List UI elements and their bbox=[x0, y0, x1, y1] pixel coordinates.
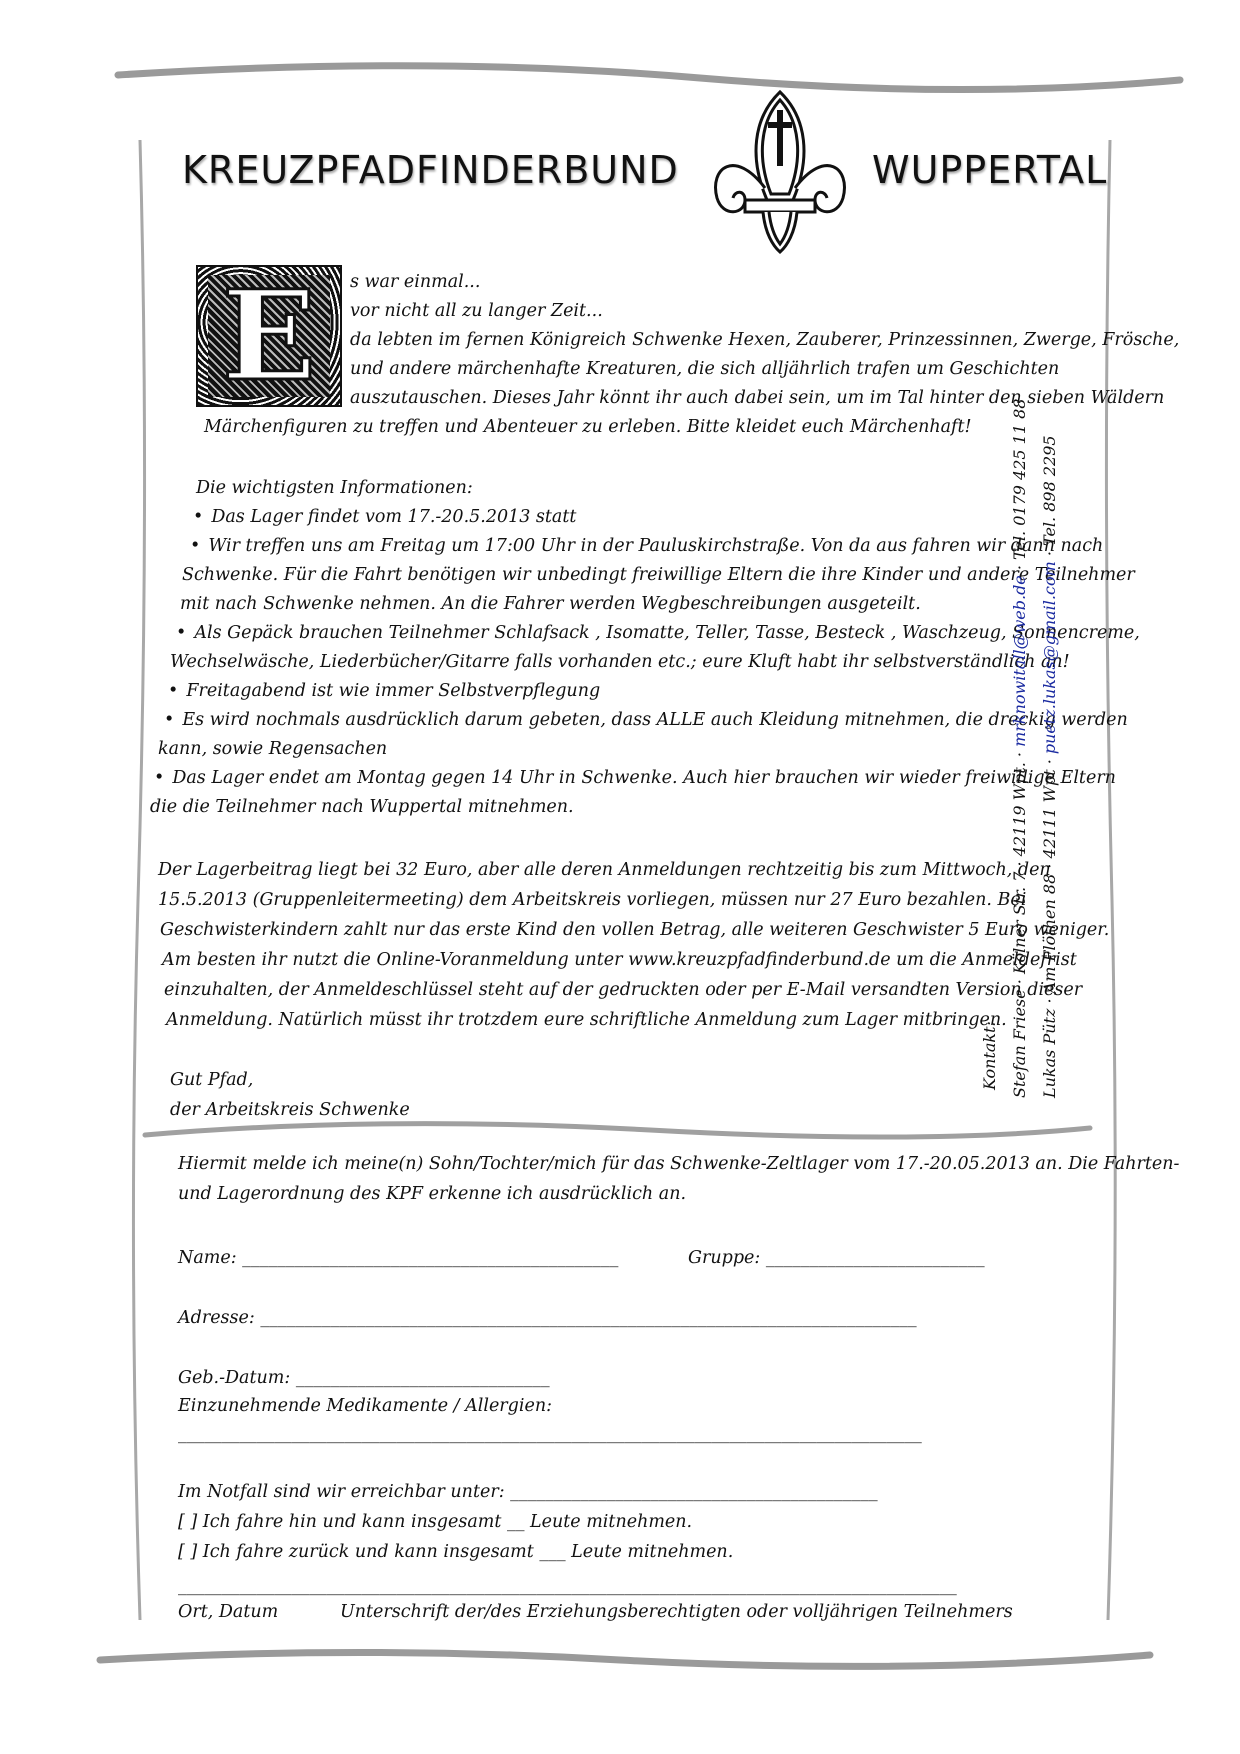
form-medication-field[interactable]: _____________________________________________________________________________________ bbox=[178, 1424, 922, 1444]
form-medication-label: Einzunehmende Medikamente / Allergien: bbox=[178, 1396, 552, 1416]
form-address-field[interactable]: Adresse: ___________________________________________________________________________ bbox=[178, 1308, 917, 1328]
intro-line: s war einmal... bbox=[350, 272, 481, 292]
contact-lukas-address: Lukas Pütz · Am Flöthen 88 · 42111 Wpt · bbox=[1040, 759, 1059, 1098]
intro-line: auszutauschen. Dieses Jahr könnt ihr auch dabei sein, um im Tal hinter den sieben Wäldern bbox=[350, 388, 1165, 408]
info-line: die die Teilnehmer nach Wuppertal mitnehmen. bbox=[150, 797, 574, 817]
info-line: mit nach Schwenke nehmen. An die Fahrer werden Wegbeschreibungen ausgeteilt. bbox=[180, 594, 921, 614]
header-title-right: WUPPERTAL bbox=[872, 148, 1108, 192]
info-bullet: • Als Gepäck brauchen Teilnehmer Schlafsack , Isomatte, Teller, Tasse, Besteck , Waschzeug, Sonnencreme, bbox=[176, 623, 1140, 643]
form-signature-label: Unterschrift der/des Erziehungsberechtigten oder volljährigen Teilnehmers bbox=[340, 1602, 1013, 1622]
fee-line: einzuhalten, der Anmeldeschlüssel steht auf der gedruckten oder per E-Mail versandten Version dieser bbox=[164, 980, 1083, 1000]
form-birthdate-field[interactable]: Geb.-Datum: _____________________________ bbox=[178, 1368, 550, 1388]
info-line: Wechselwäsche, Liederbücher/Gitarre falls vorhanden etc.; eure Kluft habt ihr selbstverständlich an! bbox=[170, 652, 1070, 672]
drop-cap-ornament bbox=[196, 265, 342, 407]
contact-lukas-phone: · Tel. 898 2295 bbox=[1040, 435, 1059, 557]
form-declaration-line: Hiermit melde ich meine(n) Sohn/Tochter/mich für das Schwenke-Zeltlager vom 17.-20.05.2013 an. Die Fahrten- bbox=[178, 1154, 1180, 1174]
fee-line: Geschwisterkindern zahlt nur das erste Kind den vollen Betrag, alle weiteren Geschwister 5 Euro weniger. bbox=[160, 920, 1110, 940]
header-title-left: KREUZPFADFINDERBUND bbox=[182, 148, 679, 192]
form-group-field[interactable]: Gruppe: _________________________ bbox=[688, 1248, 985, 1268]
form-emergency-field[interactable]: Im Notfall sind wir erreichbar unter: __________________________________________ bbox=[178, 1482, 878, 1502]
closing-signature: der Arbeitskreis Schwenke bbox=[170, 1100, 410, 1120]
info-bullet: • Freitagabend ist wie immer Selbstverpflegung bbox=[168, 681, 600, 701]
form-place-date-label: Ort, Datum bbox=[178, 1602, 279, 1622]
contact-line-lukas bbox=[1040, 435, 1059, 1098]
fee-line: 15.5.2013 (Gruppenleitermeeting) dem Arbeitskreis vorliegen, müssen nur 27 Euro bezahlen. Bei bbox=[158, 890, 1027, 910]
closing-greeting: Gut Pfad, bbox=[170, 1070, 254, 1090]
intro-line: Märchenfiguren zu treffen und Abenteuer zu erleben. Bitte kleidet euch Märchenhaft! bbox=[204, 417, 972, 437]
contact-lukas-email[interactable]: puetz.lukas@gmail.com bbox=[1040, 561, 1059, 755]
intro-line: und andere märchenhafte Kreaturen, die sich alljährlich trafen um Geschichten bbox=[350, 359, 1060, 379]
fee-line: Der Lagerbeitrag liegt bei 32 Euro, aber alle deren Anmeldungen rechtzeitig bis zum Mittwoch, den bbox=[158, 860, 1051, 880]
form-drive-there-option[interactable]: [ ] Ich fahre hin und kann insgesamt __ Leute mitnehmen. bbox=[178, 1512, 693, 1532]
info-bullet: • Das Lager findet vom 17.-20.5.2013 statt bbox=[193, 507, 576, 527]
drop-cap-letter: E bbox=[221, 264, 317, 409]
intro-line: vor nicht all zu langer Zeit... bbox=[350, 301, 603, 321]
contact-stefan-email[interactable]: mrknowitall@web.de bbox=[1010, 575, 1029, 747]
info-line: kann, sowie Regensachen bbox=[158, 739, 388, 759]
info-bullet: • Wir treffen uns am Freitag um 17:00 Uhr in der Pauluskirchstraße. Von da aus fahren wir dann nach bbox=[190, 536, 1103, 556]
form-declaration-line: und Lagerordnung des KPF erkenne ich ausdrücklich an. bbox=[178, 1184, 687, 1204]
info-bullet: • Das Lager endet am Montag gegen 14 Uhr in Schwenke. Auch hier brauchen wir wieder freiwillige Eltern bbox=[154, 768, 1116, 788]
contact-stefan-phone: · Tel. 0179 425 11 88 bbox=[1010, 398, 1029, 571]
fee-line: Am besten ihr nutzt die Online-Voranmeldung unter www.kreuzpfadfinderbund.de um die Anmeldefrist bbox=[162, 950, 1077, 970]
form-drive-back-option[interactable]: [ ] Ich fahre zurück und kann insgesamt ___ Leute mitnehmen. bbox=[178, 1542, 734, 1562]
form-signature-line[interactable]: _________________________________________________________________________________________ bbox=[178, 1576, 957, 1596]
contact-label: Kontakt: bbox=[980, 1021, 999, 1090]
fleur-de-lis-cross-logo bbox=[705, 88, 855, 256]
contact-stefan-address: Stefan Friese · Kölner Str. 7 · 42119 Wpt. · bbox=[1010, 751, 1029, 1098]
form-name-field[interactable]: Name: ___________________________________________ bbox=[178, 1248, 619, 1268]
fee-line: Anmeldung. Natürlich müsst ihr trotzdem eure schriftliche Anmeldung zum Lager mitbringen. bbox=[166, 1010, 1007, 1030]
intro-line: da lebten im fernen Königreich Schwenke Hexen, Zauberer, Prinzessinnen, Zwerge, Frösche, bbox=[350, 330, 1180, 350]
info-heading: Die wichtigsten Informationen: bbox=[196, 478, 473, 498]
info-line: Schwenke. Für die Fahrt benötigen wir unbedingt freiwillige Eltern die ihre Kinder und andere Teilnehmer bbox=[182, 565, 1135, 585]
contact-line-stefan bbox=[1010, 399, 1029, 1098]
info-bullet: • Es wird nochmals ausdrücklich darum gebeten, dass ALLE auch Kleidung mitnehmen, die dreckig werden bbox=[164, 710, 1128, 730]
